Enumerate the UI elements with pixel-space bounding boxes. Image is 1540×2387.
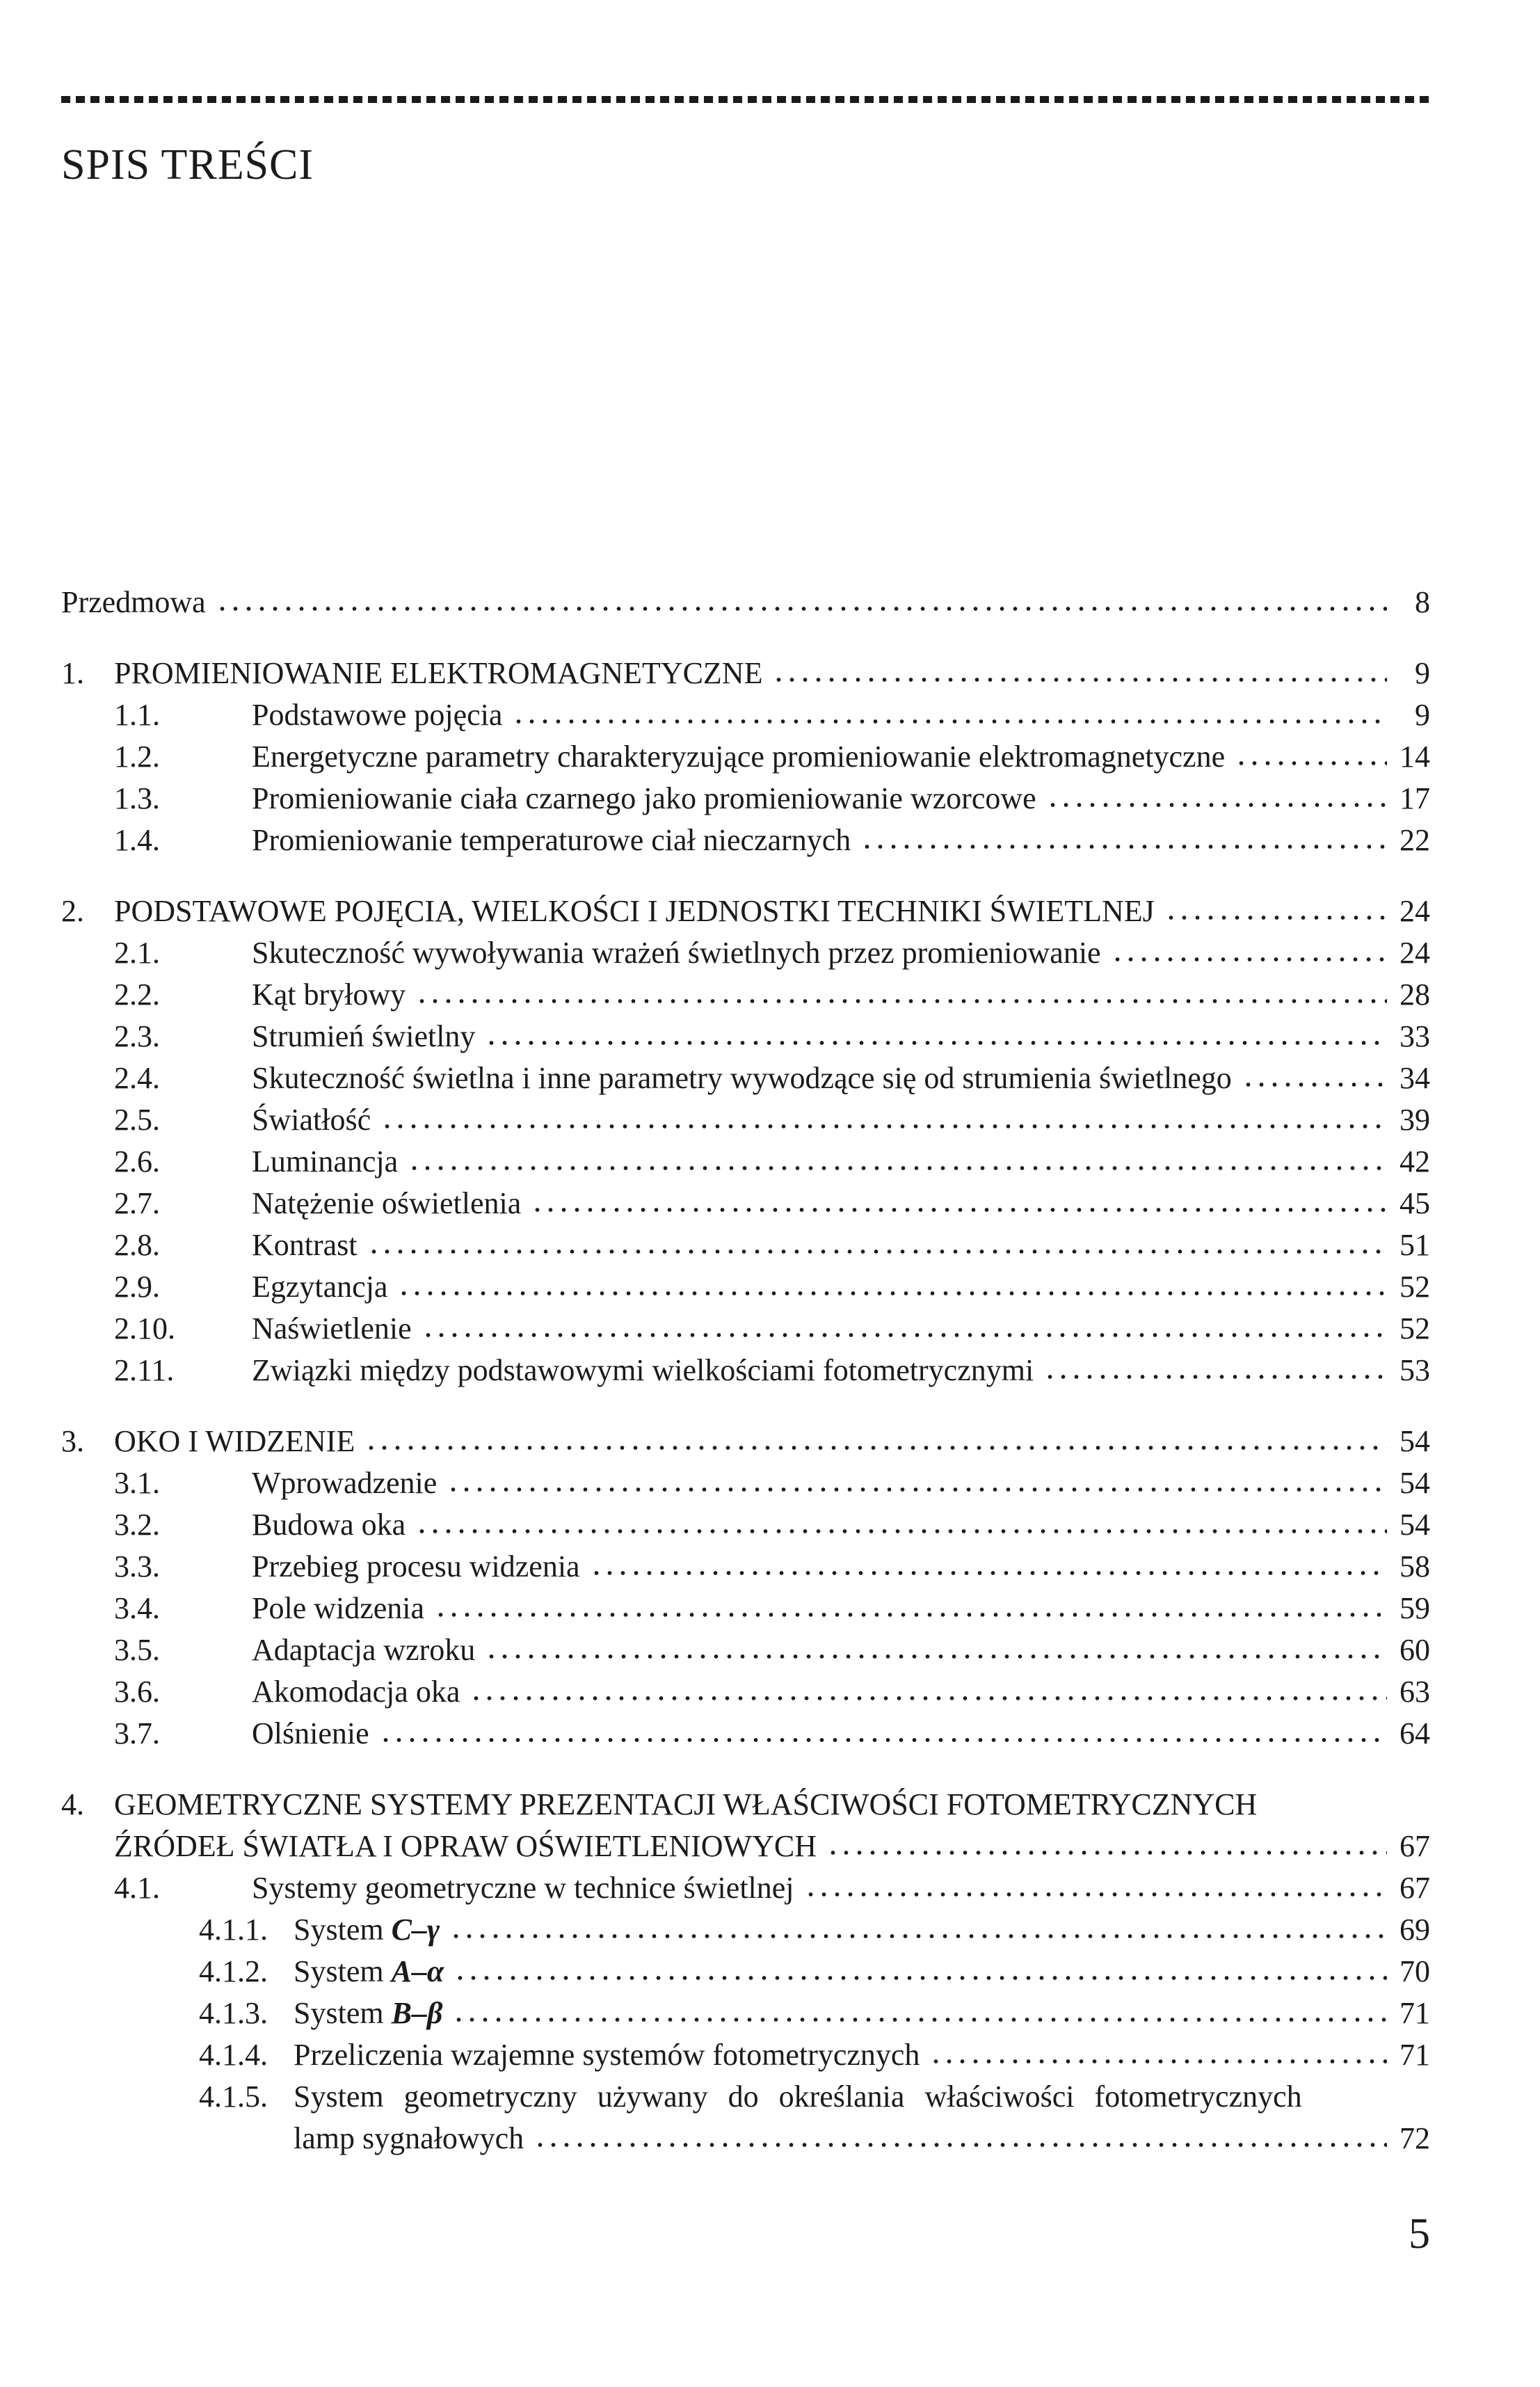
toc-title: Luminancja (252, 1144, 399, 1179)
toc-page: 39 (1399, 1103, 1430, 1137)
symbol: A–α (391, 1954, 444, 1988)
dot-leader (422, 1323, 1387, 1339)
toc-page: 42 (1399, 1144, 1430, 1179)
toc-number: 3.4. (114, 1591, 160, 1625)
toc-page: 33 (1399, 1019, 1430, 1053)
dot-leader (408, 1156, 1387, 1172)
toc-entry[interactable] (61, 582, 1430, 623)
toc-page: 53 (1399, 1353, 1430, 1387)
toc-number: 2.9. (114, 1270, 160, 1304)
toc-entry[interactable] (61, 1016, 1430, 1057)
toc-subentry[interactable] (61, 2076, 1430, 2118)
dot-leader (1235, 751, 1387, 767)
toc-title: Promieniowanie ciała czarnego jako promieniowanie wzorcowe (252, 781, 1036, 815)
toc-page: 51 (1399, 1228, 1430, 1262)
toc-title: Naświetlenie (252, 1311, 412, 1346)
dot-leader (512, 710, 1387, 725)
dot-leader (860, 835, 1387, 850)
toc-page: 34 (1399, 1061, 1430, 1095)
dot-leader (485, 1031, 1387, 1046)
toc-number: 3.7. (114, 1716, 160, 1750)
toc-entry[interactable] (61, 974, 1430, 1016)
symbol: B–β (391, 1996, 443, 2030)
toc-entry[interactable] (61, 1867, 1430, 1909)
toc-page: 54 (1399, 1466, 1430, 1500)
toc-page: 71 (1399, 1996, 1430, 2030)
toc-number: 2. (61, 894, 84, 928)
dot-leader (379, 1728, 1387, 1743)
toc-title: Energetyczne parametry charakteryzujące promieniowanie elektromagnetyczne (252, 740, 1226, 774)
dot-leader (415, 1519, 1387, 1535)
dot-leader (454, 1966, 1387, 1981)
toc-title: Związki między podstawowymi wielkościami fotometrycznymi (252, 1353, 1034, 1387)
toc-number: 2.4. (114, 1061, 160, 1095)
dot-leader (380, 1115, 1387, 1130)
toc-title: Kąt bryłowy (252, 977, 406, 1012)
toc-page: 14 (1399, 740, 1430, 774)
toc-entry[interactable] (61, 778, 1430, 820)
toc-page: 52 (1399, 1311, 1430, 1346)
toc-title: Przebieg procesu widzenia (252, 1549, 580, 1583)
toc-entry[interactable] (61, 1266, 1430, 1308)
dot-leader (470, 1686, 1387, 1702)
toc-entry[interactable] (61, 1308, 1430, 1350)
toc-number: 3.2. (114, 1508, 160, 1542)
toc-title-continuation: ŹRÓDEŁ ŚWIATŁA I OPRAW OŚWIETLENIOWYCH (114, 1829, 817, 1863)
toc-number: 2.3. (114, 1019, 160, 1053)
toc-title: System C–γ (294, 1913, 440, 1947)
toc-entry[interactable] (61, 1099, 1430, 1141)
toc-number: 1.1. (114, 698, 160, 732)
toc-title: Przeliczenia wzajemne systemów fotometrycznych (294, 2038, 920, 2072)
toc-page: 9 (1415, 698, 1430, 732)
toc-page: 54 (1399, 1508, 1430, 1542)
toc-title: Systemy geometryczne w technice świetlnej (252, 1871, 794, 1905)
toc-page: 24 (1399, 936, 1430, 970)
toc-number: 2.1. (114, 936, 160, 970)
toc-number: 4.1.2. (199, 1954, 268, 1988)
toc-title: Przedmowa (61, 585, 206, 619)
toc-number: 4.1. (114, 1871, 160, 1905)
symbol: C–γ (391, 1913, 440, 1947)
toc-entry[interactable] (61, 1713, 1430, 1755)
dot-leader (367, 1240, 1387, 1255)
toc-page: 71 (1399, 2038, 1430, 2072)
table-of-contents (61, 582, 1430, 2160)
toc-title-continuation: lamp sygnałowych (294, 2121, 524, 2155)
toc-title: Światłość (252, 1103, 371, 1137)
toc-entry[interactable] (61, 1504, 1430, 1546)
toc-entry[interactable] (61, 1629, 1430, 1671)
dot-leader (590, 1561, 1387, 1576)
toc-entry[interactable] (61, 1462, 1430, 1504)
toc-number: 2.2. (114, 977, 160, 1012)
toc-title: Egzytancja (252, 1270, 388, 1304)
toc-title: Olśnienie (252, 1716, 369, 1750)
dot-leader (1046, 793, 1387, 808)
toc-title: System geometryczny używany do określania właściwości fotometrycznych (294, 2079, 1302, 2114)
dot-leader (415, 989, 1387, 1005)
toc-number: 1.3. (114, 781, 160, 815)
toc-title: Budowa oka (252, 1508, 406, 1542)
toc-entry[interactable] (61, 694, 1430, 736)
page-number: 5 (1409, 2210, 1430, 2258)
dot-leader (1043, 1365, 1387, 1380)
dot-leader (452, 2008, 1387, 2023)
toc-title: Strumień świetlny (252, 1019, 476, 1053)
toc-number: 4.1.5. (199, 2079, 268, 2114)
dot-leader (485, 1645, 1387, 1660)
dot-leader (397, 1282, 1387, 1297)
toc-number: 3. (61, 1424, 84, 1458)
toc-entry[interactable] (61, 1224, 1430, 1266)
toc-page: 54 (1399, 1424, 1430, 1458)
toc-number: 2.10. (114, 1311, 175, 1346)
dot-leader (1242, 1073, 1387, 1088)
dot-leader (364, 1436, 1387, 1451)
toc-chapter[interactable] (61, 653, 1430, 694)
toc-title: Pole widzenia (252, 1591, 425, 1625)
toc-number: 4.1.3. (199, 1996, 268, 2030)
dot-leader (216, 597, 1387, 612)
toc-subentry[interactable] (61, 1909, 1430, 1951)
toc-page: 64 (1399, 1716, 1430, 1750)
toc-number: 2.11. (114, 1353, 175, 1387)
toc-subentry[interactable] (61, 1951, 1430, 1993)
toc-page: 9 (1415, 656, 1430, 690)
toc-title: Wprowadzenie (252, 1466, 438, 1500)
toc-chapter[interactable] (61, 1784, 1430, 1826)
toc-page: 70 (1399, 1954, 1430, 1988)
toc-entry[interactable] (61, 1350, 1430, 1391)
toc-chapter[interactable] (61, 891, 1430, 932)
toc-entry[interactable] (61, 736, 1430, 778)
toc-page: 8 (1415, 585, 1430, 619)
toc-title: Skuteczność świetlna i inne parametry wywodzące się od strumienia świetlnego (252, 1061, 1232, 1095)
toc-number: 2.5. (114, 1103, 160, 1137)
dot-leader (772, 668, 1387, 683)
dot-leader (804, 1883, 1387, 1898)
toc-page: 69 (1399, 1913, 1430, 1947)
toc-number: 3.3. (114, 1549, 160, 1583)
dot-leader (929, 2050, 1387, 2065)
toc-entry[interactable] (61, 1183, 1430, 1224)
dot-leader (447, 1478, 1387, 1493)
toc-title: Podstawowe pojęcia (252, 698, 503, 732)
toc-title: System A–α (294, 1954, 444, 1988)
toc-title: PODSTAWOWE POJĘCIA, WIELKOŚCI I JEDNOSTKI TECHNIKI ŚWIETLNEJ (114, 894, 1155, 928)
toc-number: 2.6. (114, 1144, 160, 1179)
toc-page: 52 (1399, 1270, 1430, 1304)
dot-leader (1111, 948, 1387, 963)
toc-entry[interactable] (61, 1546, 1430, 1588)
dot-leader (531, 1198, 1387, 1213)
toc-number: 3.6. (114, 1675, 160, 1709)
toc-entry[interactable] (61, 1671, 1430, 1713)
toc-title: Adaptacja wzroku (252, 1633, 476, 1667)
toc-title: Natężenie oświetlenia (252, 1186, 522, 1220)
toc-number: 4.1.4. (199, 2038, 268, 2072)
toc-page: 45 (1399, 1186, 1430, 1220)
toc-title: Skuteczność wywoływania wrażeń świetlnych przez promieniowanie (252, 936, 1101, 970)
toc-title: OKO I WIDZENIE (114, 1424, 355, 1458)
toc-page: 60 (1399, 1633, 1430, 1667)
toc-title: GEOMETRYCZNE SYSTEMY PREZENTACJI WŁAŚCIWOŚCI FOTOMETRYCZNYCH (114, 1787, 1258, 1821)
toc-subentry[interactable] (61, 2034, 1430, 2076)
toc-number: 2.8. (114, 1228, 160, 1262)
toc-page: 63 (1399, 1675, 1430, 1709)
toc-subentry-continuation[interactable] (61, 2118, 1430, 2160)
toc-chapter[interactable] (61, 1421, 1430, 1462)
toc-title: PROMIENIOWANIE ELEKTROMAGNETYCZNE (114, 656, 763, 690)
toc-number: 4.1.1. (199, 1913, 268, 1947)
toc-chapter-continuation[interactable] (61, 1826, 1430, 1867)
toc-title: Kontrast (252, 1228, 358, 1262)
toc-number: 4. (61, 1787, 84, 1821)
dot-leader (434, 1603, 1387, 1618)
toc-page: 22 (1399, 823, 1430, 857)
dot-leader (1164, 906, 1387, 921)
toc-page: 59 (1399, 1591, 1430, 1625)
toc-title: Akomodacja oka (252, 1675, 460, 1709)
toc-page: 58 (1399, 1549, 1430, 1583)
toc-entry[interactable] (61, 1141, 1430, 1183)
page-title: SPIS TREŚCI (61, 141, 314, 189)
dot-leader (449, 1924, 1387, 1940)
toc-page: 72 (1399, 2121, 1430, 2155)
toc-number: 3.5. (114, 1633, 160, 1667)
toc-subentry[interactable] (61, 1993, 1430, 2034)
toc-number: 1.2. (114, 740, 160, 774)
toc-page: 67 (1399, 1829, 1430, 1863)
toc-entry[interactable] (61, 1057, 1430, 1099)
dot-leader (826, 1841, 1387, 1856)
toc-entry[interactable] (61, 932, 1430, 974)
toc-page: 28 (1399, 977, 1430, 1012)
toc-number: 1. (61, 656, 84, 690)
toc-page: 17 (1399, 781, 1430, 815)
toc-number: 1.4. (114, 823, 160, 857)
toc-title: System B–β (294, 1996, 443, 2030)
toc-entry[interactable] (61, 820, 1430, 861)
toc-number: 2.7. (114, 1186, 160, 1220)
toc-title: Promieniowanie temperaturowe ciał nieczarnych (252, 823, 851, 857)
toc-page: 67 (1399, 1871, 1430, 1905)
dot-leader (534, 2133, 1387, 2148)
toc-page: 24 (1399, 894, 1430, 928)
toc-entry[interactable] (61, 1588, 1430, 1629)
toc-number: 3.1. (114, 1466, 160, 1500)
decorative-dotted-rule (61, 96, 1430, 103)
